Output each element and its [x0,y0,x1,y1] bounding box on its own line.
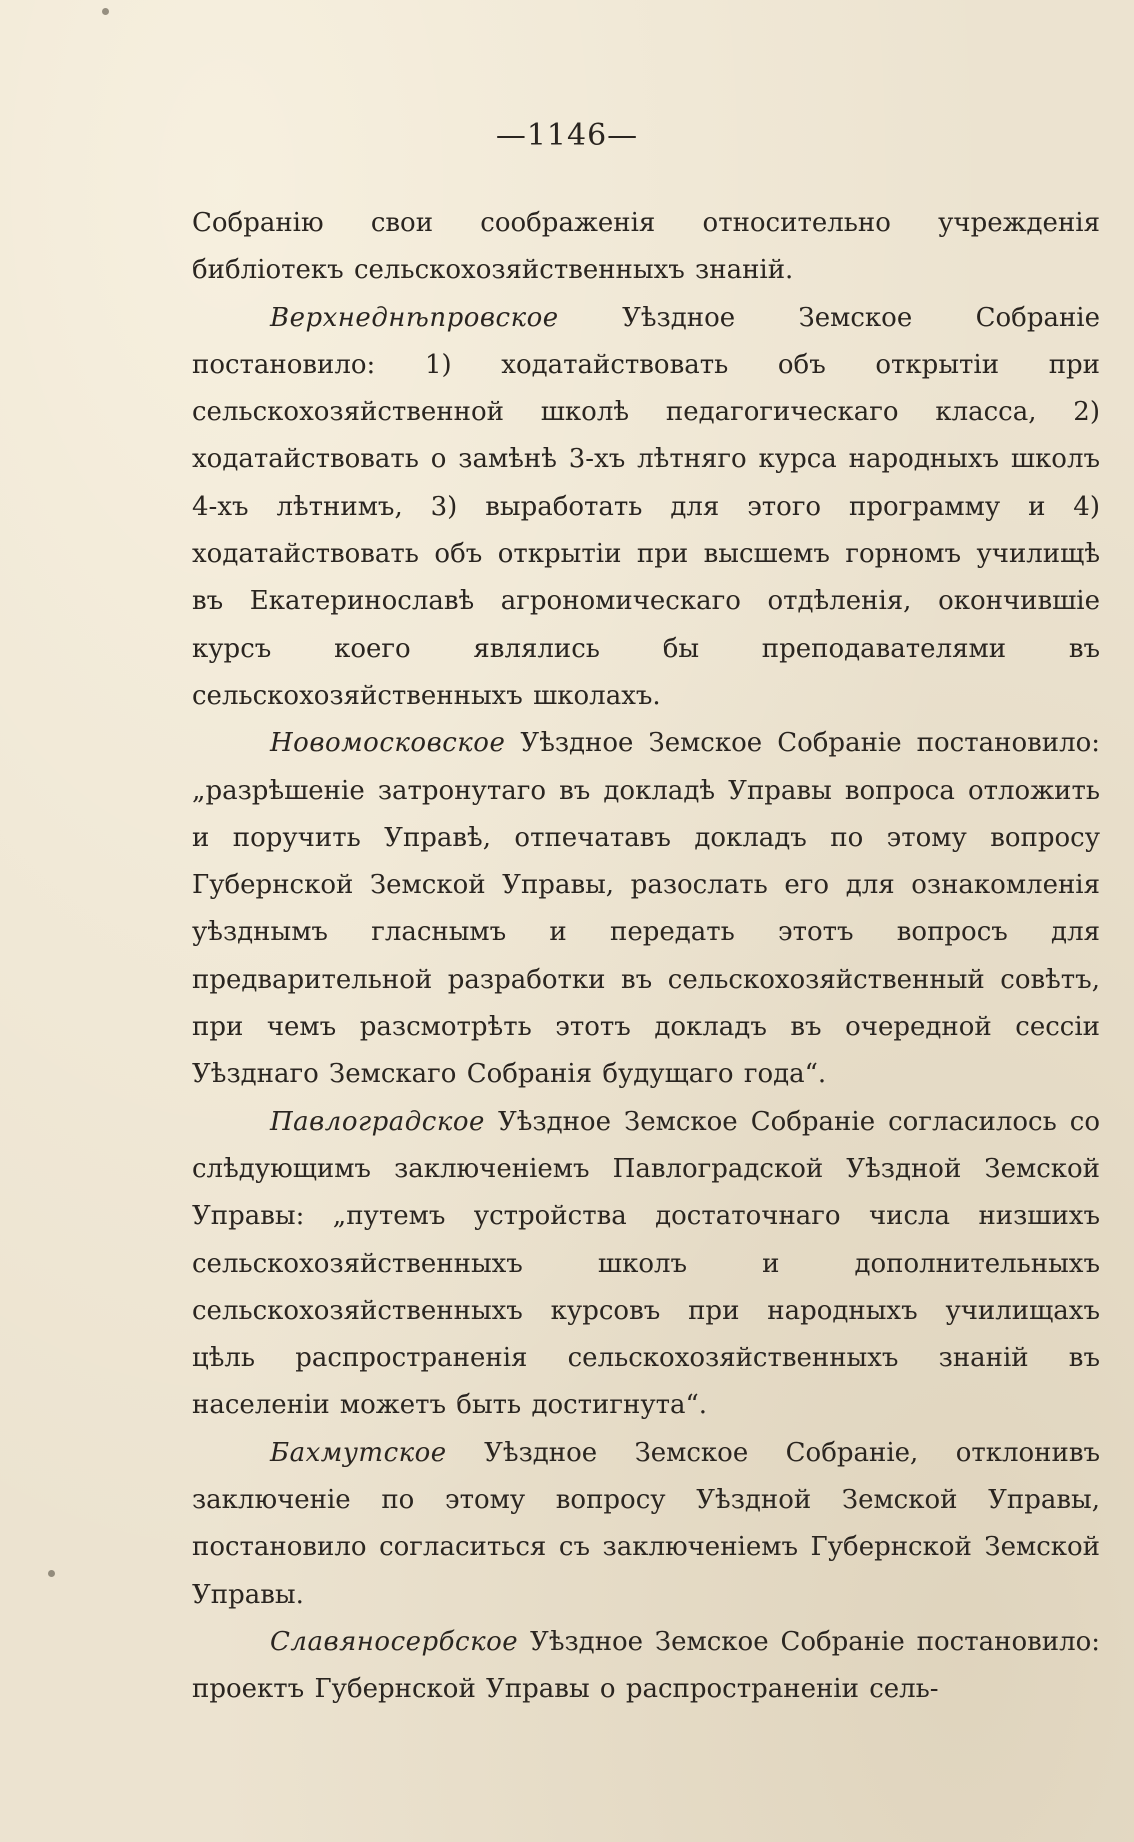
ink-speck [102,8,109,15]
district-name: Славяносербское [270,1626,519,1657]
paragraph-verkhnedneprovskoe [192,295,1100,721]
body-text [192,200,1100,1714]
paragraph-text: Собранію свои соображенія относительно учрежденія библіотекъ сельскохозяйственныхъ знаній. [192,208,1100,286]
ink-speck [48,1570,55,1577]
district-name: Бахмутское [270,1437,447,1468]
paragraph-text: Уѣздное Земское Собраніе, отклонивъ заключеніе по этому вопросу Уѣздной Земской Управы, постановило согласиться съ заключеніемъ Губернской Земской Управы. [192,1437,1100,1610]
paragraph-text: Уѣздное Земское Собраніе постановило: „разрѣшеніе затронутаго въ докладѣ Управы вопроса отложить и поручить Управѣ, отпечатавъ докладъ по этому вопросу Губернской Земской Управы, разослать его для ознакомленія уѣзднымъ гласнымъ и передать этотъ вопросъ для предварительной разработки въ сельскохозяйственный совѣтъ, при чемъ разсмотрѣть этотъ докладъ въ очередной сессіи Уѣзднаго Земскаго Собранія будущаго года“. [192,728,1100,1090]
district-name: Павлоградское [270,1106,485,1137]
page-number: —1146— [495,118,639,153]
paragraph-text: Уѣздное Земское Собраніе согласилось со слѣдующимъ заключеніемъ Павлоградской Уѣздной Земской Управы: „путемъ устройства достаточнаго числа низшихъ сельскохозяйственныхъ школъ и дополнительныхъ сельскохозяйственныхъ курсовъ при народныхъ училищахъ цѣль распространенія сельскохозяйственныхъ знаній въ населеніи можетъ быть достигнута“. [192,1106,1100,1421]
paragraph-bakhmutskoe [192,1430,1100,1619]
paragraph-continuation [192,200,1100,295]
district-name: Верхнеднѣпровское [270,302,559,333]
district-name: Новомосковское [270,728,506,759]
paragraph-novomoskovskoe [192,720,1100,1098]
paragraph-text: Уѣздное Земское Собраніе постановило: проектъ Губернской Управы о распространеніи сель- [192,1626,1100,1705]
paragraph-text: Уѣздное Земское Собраніе постановило: 1) ходатайствовать объ открытіи при сельскохозяйственной школѣ педагогическаго класса, 2) ходатайствовать о замѣнѣ 3-хъ лѣтняго курса народныхъ школъ 4-хъ лѣтнимъ, 3) выработать для этого программу и 4) ходатайствовать объ открытіи при высшемъ горномъ училищѣ въ Екатеринославѣ агрономическаго отдѣленія, окончившіе курсъ коего являлись бы преподавателями въ сельскохозяйственныхъ школахъ. [192,302,1100,711]
paragraph-slavyanoserbskoe [192,1619,1100,1714]
paragraph-pavlogradskoe [192,1099,1100,1430]
